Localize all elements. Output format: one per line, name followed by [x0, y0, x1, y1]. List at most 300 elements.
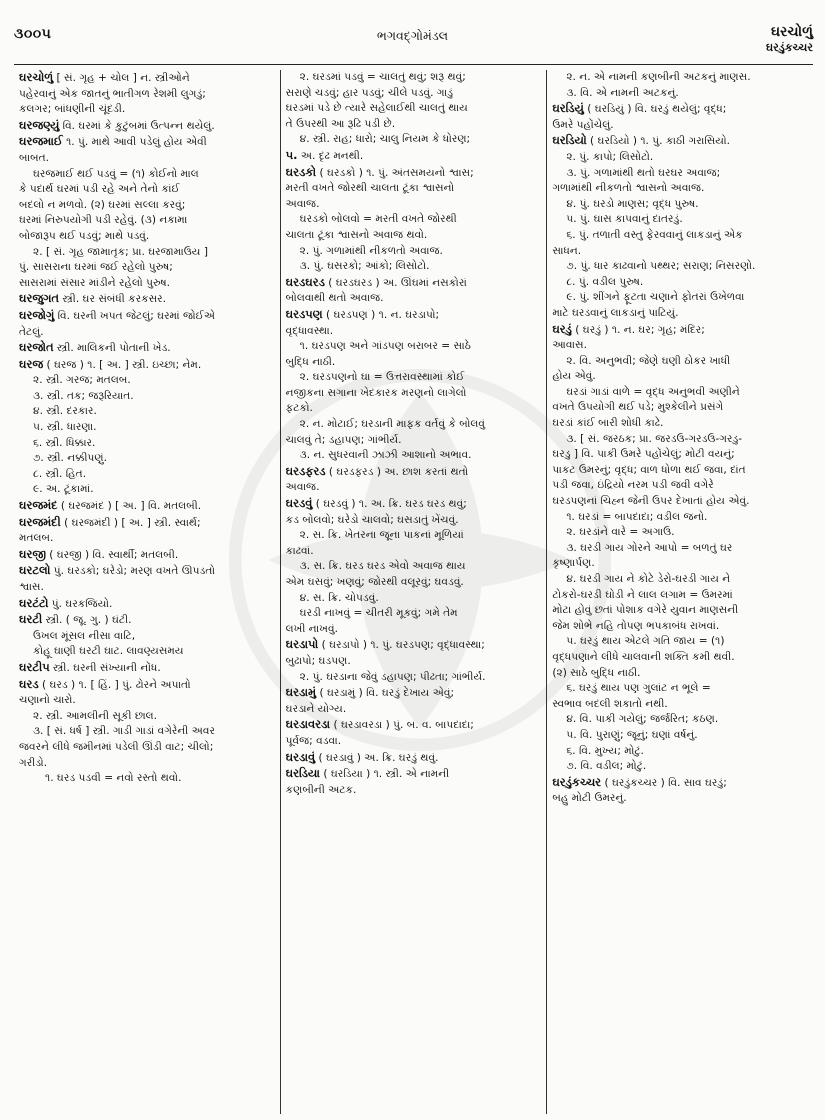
text-line	[19, 420, 275, 436]
text-line	[286, 702, 542, 718]
text-line	[286, 86, 542, 102]
text-line	[19, 709, 275, 725]
definition-text: ચાલવું તે; ડહાપણ; ગાંભીર્ય.	[285, 433, 402, 446]
text-line	[286, 622, 542, 638]
text-line	[552, 681, 808, 697]
definition-text: ( ઘરડાવું ) અ. ક્રિ. ઘરડું થવું.	[315, 751, 439, 764]
definition-text: પૂર્વજ; વડવા.	[285, 734, 342, 747]
definition-text: સ્ત્રી. ઘર સંબંધી કરકસર.	[58, 293, 167, 306]
headword: ૫.	[285, 147, 298, 162]
entry-line	[19, 70, 275, 87]
definition-text: ૩. સ્ત્રી. તક; જરૂરિયાત.	[33, 389, 134, 402]
entry-line	[19, 596, 275, 613]
text-line	[19, 693, 275, 709]
definition-text: ( ઘરડુંકચ્ચર ) વિ. સાવ ઘરડું;	[601, 776, 727, 789]
text-line	[286, 559, 542, 575]
definition-text: ગરીડો.	[19, 756, 48, 769]
definition-text: ( ઘરડ ) ૧. [ હિં. ] પું. ઢોરને અપાતો	[38, 678, 191, 691]
text-line	[286, 324, 542, 340]
headword: ઘરટંટો	[19, 595, 49, 610]
entry-line	[19, 547, 275, 564]
definition-text: ૪. ઘરડી ગાય ને કોટે ડેરો-ઘરડી ગાય ને	[566, 573, 731, 585]
text-line	[552, 619, 808, 635]
definition-text: કલગર; બાંધણીની ચૂંદડી.	[19, 103, 126, 116]
text-line	[552, 556, 808, 572]
text-line	[552, 603, 808, 619]
definition-text: તે ઉપરથી આ રૂઢિ પડી છે.	[285, 117, 396, 130]
text-line	[19, 467, 275, 483]
definition-text: ઘરડકો બોલવો = મરતી વખતે જોરથી	[299, 213, 457, 226]
definition-text: ઘરડાં ગાડાં વાળે = વૃદ્ધ અનુભવી અણીને	[566, 385, 740, 398]
text-line	[552, 712, 808, 728]
text-line	[552, 197, 808, 213]
definition-text: કોહૂ ઘાણી ઘરટી ઘાટ. લાવણ્યસમય	[33, 645, 184, 658]
text-line	[552, 275, 808, 291]
guide-word-first: ઘરચોળું	[771, 24, 813, 40]
definition-text: ઘરડાને યોગ્ય.	[285, 702, 347, 715]
definition-text: તેટલું.	[19, 325, 44, 338]
definition-text: ૯. પું. શીંગને ફૂટતા ચણાને ફોતરાં ઉખેળવા	[566, 291, 745, 304]
definition-text: બોલવાથી થતો અવાજ.	[285, 292, 384, 305]
text-line	[552, 634, 808, 650]
definition-text: ૨. સ્ત્રી. આમલીની સૂકી છાલ.	[33, 709, 158, 722]
definition-text: બુદ્ધિ નાઠી.	[285, 355, 336, 368]
text-line	[286, 132, 542, 148]
headword: ઘરડાવું	[285, 749, 316, 764]
text-line	[552, 338, 808, 354]
text-line	[19, 404, 275, 420]
definition-text: ફટકો.	[285, 402, 313, 415]
definition-text: ૭. સ્ત્રી. નક્કીપણું.	[33, 452, 108, 465]
entry-line	[19, 134, 275, 151]
definition-text: જવરને લીધે જમીનમાં પડેલી ઊંડી વાટ; ચીલો;	[19, 740, 214, 753]
definition-text: ( ઘરડું ) ૧. ન. ઘર; ગૃહ; મંદિર;	[571, 323, 705, 336]
headword: ઘરડપણ	[285, 306, 323, 321]
definition-text: સાધન.	[552, 244, 582, 257]
definition-text: ૬. ઘરડું થાય પણ ગુલાંટ ન ભૂલે =	[566, 682, 711, 695]
text-line	[286, 101, 542, 117]
text-line	[19, 167, 275, 183]
text-line	[286, 575, 542, 591]
entry-line	[286, 148, 542, 165]
headword: ઘરડફરડ	[285, 463, 326, 478]
definition-text: ૫. ઘરડું થાય એટલે ગતિ જાય = (૧)	[566, 635, 725, 648]
entry-line	[286, 307, 542, 324]
definition-text: શ્વાસ.	[19, 581, 44, 593]
definition-text: ટોકરો-ઘરડી ઘોડી ને લાલ લગામ = ઉંમરમાં	[552, 588, 733, 601]
entry-line	[19, 660, 275, 677]
text-line	[286, 339, 542, 355]
definition-text: બોજારૂપ થઈ પડવું; માથે પડવું.	[19, 229, 150, 242]
definition-text: ( ઘરડામું ) વિ. ઘરડું દેખાય એવું;	[316, 687, 455, 700]
text-line	[286, 181, 542, 197]
text-line	[286, 117, 542, 133]
entry-line	[19, 357, 275, 374]
definition-text: કાઢવાં.	[285, 544, 314, 557]
definition-text: ( ઘરજમંદ ) [ અ. ] વિ. મતલબી.	[57, 500, 202, 513]
definition-text: ૪. પું. ઘરડો માણસ; વૃદ્ધ પુરુષ.	[566, 197, 699, 210]
definition-text: ૩. ન. સુધરવાની ઝાઝી આશાનો અભાવ.	[299, 449, 472, 462]
definition-text: જેમ શોભે નહિ તોપણ ભપકાબંધ રાખવાં.	[552, 619, 720, 632]
definition-text: ( ઘરડઘરડ ) અ. ઊંઘમાં નસકોરાં	[324, 276, 467, 289]
definition-text: સાસરામાં સંસાર માંડીને રહેલો પુરુષ.	[19, 276, 171, 289]
definition-text: સ્ત્રી. ( જૂ. ગુ. ) ઘંટી.	[42, 614, 132, 627]
text-line	[19, 531, 275, 547]
definition-text: ૩. [ સં. જરઠક; પ્રા. જરડઉ-ગરડઉ-ગરડુ-	[566, 432, 743, 445]
definition-text: પડી જવા, ઇંદ્રિયો નરમ પડી જવી વગેરે	[552, 479, 714, 492]
text-line	[552, 650, 808, 666]
header-rule	[14, 64, 813, 65]
guide-words	[766, 24, 813, 55]
headword: ઘરડામું	[285, 685, 317, 700]
definition-text: ( ઘરડિયો ) ૧. પું. કાઠી ગરાસિયો.	[586, 135, 730, 148]
definition-text: ૩. [ સં. ધર્ષ ] સ્ત્રી. ગાડી ગાડાં વગેરેની અવર	[33, 725, 215, 738]
entry-line	[19, 340, 275, 357]
text-line	[552, 432, 808, 448]
entry-line	[19, 612, 275, 629]
definition-text: અવાજ.	[285, 481, 320, 494]
definition-text: બુઢાપો; ઘડપણ.	[285, 654, 351, 667]
text-line	[286, 370, 542, 386]
definition-text: પહેરવાનું એક જાતનું ભાતીગળ રેશમી લુગડું;	[19, 87, 206, 100]
headword: ઘરજુગત	[19, 291, 59, 306]
definition-text: ( ઘરડિયું ) વિ. ઘરડું થયેલું; વૃદ્ધ;	[583, 103, 727, 116]
text-line	[552, 150, 808, 166]
entry-line	[286, 496, 542, 513]
definition-text: ( ઘરડવું ) ૧. અ. ક્રિ. ઘરડ ઘરડ થવું;	[312, 498, 467, 511]
definition-text: વિ. ઘરમાં કે કુટુંબમાં ઉત્પન્ન થયેલું.	[59, 119, 215, 132]
text-line	[19, 482, 275, 498]
definition-text: ૨. ઘરડપણનો ઘા = ઉત્તરાવસ્થામાં કોઈ	[299, 371, 465, 384]
text-line	[286, 355, 542, 371]
text-line	[552, 290, 808, 306]
definition-text: ૧. ઘરડ પડવી = નવો રસ્તો થવો.	[45, 772, 182, 785]
definition-text: ૨. [ સં. ગૃહ જામાતૃક; પ્રા. ઘરજામાઉય ]	[33, 245, 208, 258]
definition-text: વૃદ્ધાવસ્થા.	[285, 324, 334, 337]
text-line	[552, 86, 808, 102]
definition-text: ૩. પું. ગળામાંથી થતો ઘરઘર અવાજ;	[566, 166, 721, 179]
text-line	[552, 244, 808, 260]
headword: ઘરડ	[19, 676, 39, 691]
text-line	[552, 494, 808, 510]
definition-text: ૨. વિ. અનુભવી; જેણે ઘણી ઠોકર ખાધી	[566, 354, 731, 367]
text-line	[552, 447, 808, 463]
definition-text: મરતી વખતે જોરથી ચાલતા ટૂંકા શ્વાસનો	[285, 182, 455, 195]
text-line	[552, 525, 808, 541]
text-line	[552, 666, 808, 682]
definition-text: ૪. સ. ક્રિ. ચોપડવું.	[299, 591, 379, 604]
entry-line	[19, 515, 275, 532]
definition-text: ૨. ન. એ નામની કણબીની અટકનું માણસ.	[566, 71, 751, 83]
definition-text: અ. દૃઢ મનથી.	[297, 149, 364, 162]
definition-text: માટે ઘરડવાનું લાકડાનું પાટિયું.	[552, 306, 679, 319]
text-line	[552, 385, 808, 401]
definition-text: આવાસ.	[552, 339, 587, 352]
text-line	[552, 697, 808, 713]
definition-text: પું. ઘરડકો; ઘરેડો; મરણ વખતે ઊપડતો	[50, 565, 216, 578]
definition-text: ( ઘરડકો ) ૧. પું. અંતસમયનો શ્વાસ;	[316, 166, 474, 179]
text-line	[552, 354, 808, 370]
text-line	[19, 260, 275, 276]
definition-text: ૩. ઘરડી ગાય ગોરને આપો = બળતું ઘર	[566, 541, 733, 554]
definition-text: એમ ઘસવું; ખણવું; જોરથી વલૂરવું; ઘવડવું.	[285, 576, 464, 588]
definition-text: બાબત.	[19, 151, 49, 164]
definition-text: ચાલતા ટૂંકા શ્વાસનો અવાજ થવો.	[285, 228, 428, 241]
column-right	[546, 70, 813, 1114]
text-line	[286, 386, 542, 402]
text-line	[19, 389, 275, 405]
definition-text: ૮. પું. વડીલ પુરુષ.	[566, 275, 644, 288]
definition-text: વૃદ્ધપણાને લીધે ચાલવાની શક્તિ કમી થવી.	[552, 650, 735, 663]
headword: ઘરડિયા	[285, 766, 320, 781]
column-middle	[280, 70, 547, 1114]
headword: ઘરડાવરડા	[285, 717, 331, 732]
text-line	[552, 541, 808, 557]
definition-text: ૪. સ્ત્રી. રાહ; ધારો; ચાલુ નિયમ કે ધોરણ;	[299, 133, 471, 146]
definition-text: ૭. વિ. વડીલ; મોટું.	[566, 760, 647, 773]
entry-line	[19, 563, 275, 580]
entry-line	[552, 322, 808, 339]
text-line	[552, 463, 808, 479]
text-line	[19, 373, 275, 389]
text-line	[286, 417, 542, 433]
text-line	[19, 451, 275, 467]
definition-text: ૧. પું. માથે આવી પડેલું હોય એવી	[62, 136, 207, 149]
definition-text: ઉખલ મૂંસલ નીસા વાટિ,	[33, 629, 136, 642]
definition-text: ૨. ઘરડાંને વારે = અગાઉ.	[566, 526, 675, 539]
headword: ઘરજોત	[19, 340, 54, 355]
definition-text: ૪. વિ. પાકી ગયેલું; જર્જરિત; કઠણ.	[566, 713, 719, 726]
definition-text: ૮. સ્ત્રી. હિત.	[33, 467, 87, 480]
headword: ઘરજમાઈ	[19, 134, 63, 149]
headword: ઘરડવું	[285, 496, 313, 511]
definition-text: લખી નાખવું.	[285, 622, 338, 635]
definition-text: ( ઘરજમંદી ) [ અ. ] સ્ત્રી. સ્વાર્થ;	[60, 516, 201, 529]
entry-line	[286, 165, 542, 182]
text-line	[552, 306, 808, 322]
text-line	[552, 369, 808, 385]
text-line	[552, 70, 808, 86]
text-line	[552, 400, 808, 416]
definition-text: ઘરડી નાખવું = ચીતરી મૂકવું; ગમે તેમ	[299, 607, 458, 620]
column-left	[14, 70, 280, 1114]
entry-line	[19, 118, 275, 135]
definition-text: ૨. સ્ત્રી. ગરજ; મતલબ.	[33, 374, 131, 387]
definition-text: ઘરડુ ] વિ. પાકી ઉંમરે પહોંચેલું; મોટી વયનું;	[552, 448, 735, 461]
definition-text: ઘરડપણનાં ચિહ્ન જેની ઉપર દેખાતાં હોય એવું.	[552, 495, 750, 508]
text-line	[19, 436, 275, 452]
definition-text: ( ઘરડપણ ) ૧. ન. ઘરડાપો;	[322, 308, 440, 321]
text-line	[286, 480, 542, 496]
entry-line	[286, 685, 542, 702]
text-line	[552, 259, 808, 275]
definition-text: ૨. ઘરડમાં પડવું = ચાલતું થવું; શરૂ થવું;	[299, 71, 466, 83]
definition-text: મોટા હોવું છતાં પોશાક વગેરે યુવાન માણસની	[552, 604, 739, 617]
text-line	[19, 740, 275, 756]
headword: ઘરજી	[19, 546, 46, 561]
definition-text: ૧. ઘરડપણ અને ગાંડપણ બરાબર = સાઠે	[299, 340, 471, 353]
headword: ઘરડાપો	[285, 637, 319, 652]
definition-text: પું. ઘરકજિયો.	[48, 597, 113, 610]
running-title: ભગવદ્ગોમંડલ	[376, 28, 449, 43]
text-line	[19, 245, 275, 261]
definition-text: ૨. પું. ઘરડાના જેવું ડહાપણ; પીઢતા; ગાંભીર્ય.	[299, 670, 486, 683]
entry-line	[286, 766, 542, 783]
definition-text: ( ઘરડાવરડા ) પું. બ. વ. બાપદાદા;	[330, 719, 474, 732]
definition-text: અવાજ.	[285, 197, 320, 210]
text-line	[286, 401, 542, 417]
text-line	[19, 629, 275, 645]
definition-text: કણબીની અટક.	[285, 783, 357, 796]
guide-word-last: ઘરડુંકચ્ચર	[765, 41, 813, 54]
headword: ઘરજોગું	[19, 307, 55, 322]
definition-text: ૭. પું. ધાર કાઢવાનો પથ્થર; સરાણ; નિસરણો.	[566, 260, 756, 273]
text-line	[552, 744, 808, 760]
text-line	[552, 181, 808, 197]
text-line	[19, 724, 275, 740]
headword: ઘરજ	[19, 356, 44, 371]
definition-text: ઘરડમાં પડે છે ત્યારે સહેલાઈથી ચાલતું થાય	[285, 102, 468, 115]
text-line	[286, 528, 542, 544]
headword: ઘરડઘરડ	[285, 274, 325, 289]
definition-text: બહુ મોટી ઉંમરનું.	[552, 792, 627, 805]
definition-text: કૃષ્ણાર્પણ.	[552, 557, 595, 570]
text-line	[19, 182, 275, 198]
headword: ઘરજમંદ	[19, 498, 58, 513]
headword: ઘરડિયું	[552, 101, 584, 116]
text-line	[552, 510, 808, 526]
entry-line	[286, 637, 542, 654]
text-line	[19, 151, 275, 167]
text-line	[552, 572, 808, 588]
headword: ઘરટી	[19, 612, 43, 627]
definition-text: ૯. અ. ટૂંકામાં.	[33, 483, 94, 496]
text-line	[19, 87, 275, 103]
definition-text: ( ઘરડિયા ) ૧. સ્ત્રી. એ નામની	[319, 768, 450, 781]
definition-text: બદલો ન મળવો. (૨) ઘરમાં સલ્લા કરવું;	[19, 198, 186, 211]
text-line	[552, 228, 808, 244]
entry-line	[19, 308, 275, 325]
text-line	[552, 588, 808, 604]
page-number: ૩૦૦૫	[14, 26, 52, 42]
definition-text: ઘરમાં નિરુપયોગી પડી રહેવું. (૩) નકામા	[19, 214, 188, 227]
text-line	[552, 759, 808, 775]
text-line	[19, 771, 275, 787]
entry-line	[19, 677, 275, 694]
text-line	[552, 416, 808, 432]
text-line	[552, 478, 808, 494]
definition-text: ૫. સ્ત્રી. ધારણા.	[33, 421, 97, 434]
definition-text: ચણાનો ચારો.	[19, 694, 76, 707]
definition-text: ૩. પું. ઘસરકો; આંકો; લિસોટો.	[299, 260, 430, 273]
definition-text: ૨. પું. ગળામાંથી નીકળતો અવાજ.	[299, 244, 443, 257]
text-line	[19, 102, 275, 118]
entry-line	[286, 717, 542, 734]
definition-text: ( ઘરડફરડ ) અ. છાશ કરતાં થતો	[325, 465, 469, 478]
definition-text: ઉંમરે પહોંચેલું.	[552, 118, 614, 131]
definition-text: વિ. ઘરની ખપત જેટલું; ઘરમાં જોઈએ	[54, 309, 216, 322]
text-line	[286, 734, 542, 750]
entry-line	[552, 775, 808, 792]
text-line	[552, 166, 808, 182]
text-line	[286, 197, 542, 213]
headword: ઘરજણ્યું	[19, 117, 60, 132]
text-line	[286, 259, 542, 275]
definition-text: સ્ત્રી. માલિકની પોતાની ખેડ.	[53, 342, 171, 355]
text-line	[286, 544, 542, 560]
text-line	[19, 644, 275, 660]
definition-text: વખતે ઉપયોગી થઈ પડે; મુશ્કેલીને પ્રસંગે	[552, 401, 724, 414]
definition-text: ૬. સ્ત્રી. ધિક્કાર.	[33, 436, 96, 449]
entry-line	[286, 464, 542, 481]
text-line	[552, 791, 808, 807]
entry-line	[19, 291, 275, 308]
definition-text: ૨. સ. ક્રિ. ખેતરના જૂના પાકનાં મૂળિયાં	[299, 529, 464, 542]
headword: ઘરડું	[552, 321, 572, 336]
text-line	[286, 291, 542, 307]
definition-text: ૫. પું. ઘાસ કાપવાનું દાતરડું.	[566, 213, 683, 226]
definition-text: પાકટ ઉંમરનું; વૃદ્ધ; વાળ ધોળા થઈ જવા, દાંત	[552, 463, 746, 476]
definition-text: નજીકના સગાના ખેદકારક મરણનો લાગેલો	[285, 386, 467, 399]
definition-text: ઘરડાં કાંઈ બારી શોધી કાઢે.	[552, 417, 664, 430]
text-line	[286, 448, 542, 464]
text-line	[19, 229, 275, 245]
text-line	[286, 433, 542, 449]
text-line	[552, 118, 808, 134]
definition-text: હોય એવું.	[552, 370, 596, 383]
text-line	[286, 228, 542, 244]
definition-text: ૧. ઘરડાં = બાપદાદા; વડીલ જનો.	[566, 510, 708, 523]
definition-text: ૪. સ્ત્રી. દરકાર.	[33, 405, 97, 418]
text-line	[19, 213, 275, 229]
headword: ઘરટીપ	[19, 659, 50, 674]
text-line	[286, 70, 542, 86]
headword: ઘરચોળું	[19, 70, 54, 84]
headword: ઘરટલો	[19, 563, 51, 578]
text-line	[19, 276, 275, 292]
definition-text: [ સં. ગૃહ + ચોલ ] ન. સ્ત્રીઓને	[53, 72, 190, 84]
definition-text: ૨. પું. કાપો; લિસોટો.	[566, 150, 654, 163]
text-line	[552, 212, 808, 228]
definition-text: ૬. વિ. મુખ્ય; મોટું.	[566, 744, 644, 757]
entry-line	[286, 750, 542, 767]
text-line	[19, 198, 275, 214]
definition-text: સ્વભાવ બદલી શકાતો નથી.	[552, 697, 668, 710]
definition-text: ૨. ન. મોટાઈ; ઘરડાની માફક વર્તવું કે બોલવું	[299, 418, 486, 431]
definition-text: ૩. સ. ક્રિ. ઘરડ ઘરડ એવો અવાજ થાય	[299, 560, 466, 573]
definition-text: ૬. પું. તળાતી વસ્તુ ફેરવવાનું લાકડાનું એક	[566, 228, 743, 241]
text-line	[286, 654, 542, 670]
text-line	[19, 756, 275, 772]
definition-text: કે પદાર્થ ઘરમાં પડી રહે અને તેનો કાંઈ	[19, 183, 180, 196]
definition-text: (૨) સાઠે બુદ્ધિ નાઠી.	[552, 666, 641, 679]
text-line	[286, 783, 542, 799]
columns-container	[14, 70, 813, 1114]
definition-text: ( ઘરજ ) ૧. [ અ. ] સ્ત્રી. ઇચ્છા; નેમ.	[43, 358, 202, 371]
definition-text: ઘરજમાઈ થઈ પડવું = (૧) કોઈનો માલ	[33, 167, 199, 180]
text-line	[286, 591, 542, 607]
definition-text: ૫. વિ. પુરાણું; જૂનું; ઘણાં વર્ષનું.	[566, 728, 698, 741]
headword: ઘરજમંદી	[19, 514, 61, 529]
definition-text: ૩. વિ. એ નામની અટકનું.	[566, 86, 679, 99]
entry-line	[552, 101, 808, 118]
definition-text: મતલબ.	[19, 532, 54, 545]
text-line	[286, 513, 542, 529]
definition-text: ( ઘરડાપો ) ૧. પું. ઘરડપણ; વૃદ્ધાવસ્થા;	[318, 639, 485, 652]
text-line	[19, 580, 275, 596]
definition-text: સરાણે ચડવું; હાર પડવું; ચીલે પડવું. ગાડું	[285, 86, 454, 99]
headword: ઘરડકો	[285, 164, 317, 179]
